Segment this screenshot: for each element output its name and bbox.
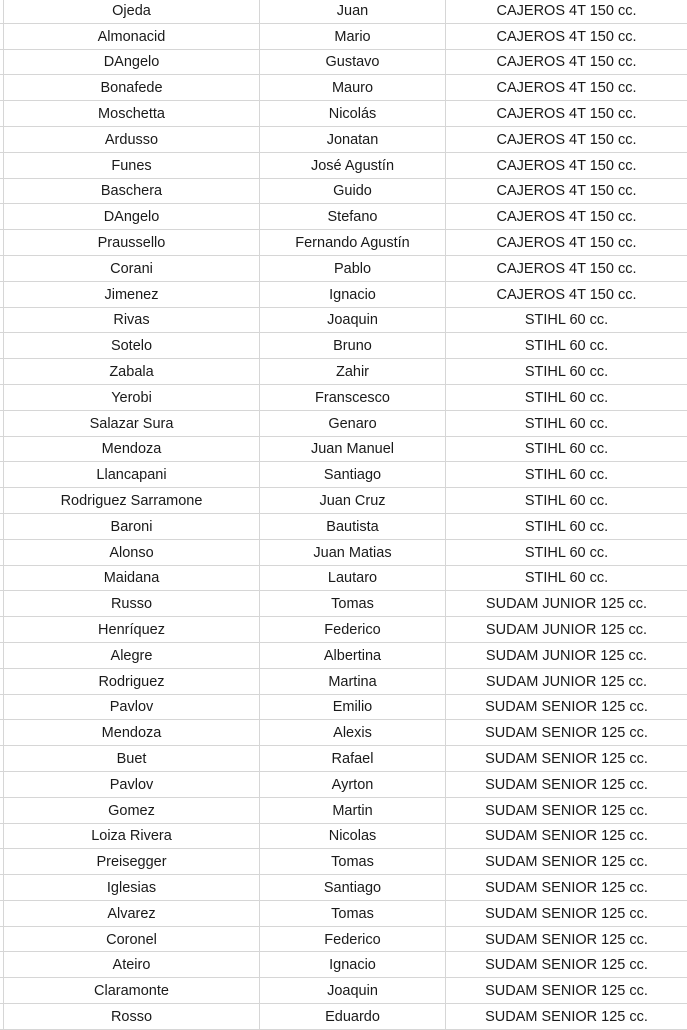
table-row xyxy=(0,411,687,437)
category-cell[interactable]: STIHL 60 cc. xyxy=(524,518,609,535)
first-name-cell[interactable]: Juan xyxy=(260,0,446,23)
table-row xyxy=(0,50,687,76)
surname-cell[interactable]: DAngelo xyxy=(4,204,260,229)
first-name-cell[interactable]: Fernando Agustín xyxy=(260,230,446,255)
table-row xyxy=(0,385,687,411)
surname-cell[interactable]: Praussello xyxy=(4,230,260,255)
first-name-cell[interactable]: Mario xyxy=(260,24,446,49)
first-name-cell[interactable]: Juan Matias xyxy=(260,540,446,565)
surname-cell[interactable]: Ardusso xyxy=(4,127,260,152)
surname-cell[interactable]: DAngelo xyxy=(4,50,260,75)
category-cell[interactable]: SUDAM JUNIOR 125 cc. xyxy=(485,673,648,690)
first-name-cell[interactable]: Stefano xyxy=(260,204,446,229)
category-cell[interactable]: CAJEROS 4T 150 cc. xyxy=(496,80,637,97)
first-name-cell[interactable]: José Agustín xyxy=(260,153,446,178)
first-name-cell[interactable]: Albertina xyxy=(260,643,446,668)
surname-cell[interactable]: Mendoza xyxy=(4,720,260,745)
table-row xyxy=(0,0,687,24)
table-row xyxy=(0,540,687,566)
surname-cell[interactable]: Funes xyxy=(4,153,260,178)
category-cell[interactable]: CAJEROS 4T 150 cc. xyxy=(496,54,637,71)
category-cell[interactable]: STIHL 60 cc. xyxy=(524,312,609,329)
first-name-cell[interactable]: Bautista xyxy=(260,514,446,539)
table-row xyxy=(0,720,687,746)
table-row xyxy=(0,333,687,359)
category-cell[interactable]: SUDAM JUNIOR 125 cc. xyxy=(485,647,648,664)
category-cell[interactable]: STIHL 60 cc. xyxy=(524,364,609,381)
category-cell[interactable]: SUDAM SENIOR 125 cc. xyxy=(485,905,648,922)
category-cell[interactable]: CAJEROS 4T 150 cc. xyxy=(496,286,637,303)
surname-cell[interactable]: Rosso xyxy=(4,1004,260,1029)
category-cell[interactable]: STIHL 60 cc. xyxy=(524,338,609,355)
table-row xyxy=(0,952,687,978)
surname-cell[interactable]: Alonso xyxy=(4,540,260,565)
surname-cell[interactable]: Coronel xyxy=(4,927,260,952)
surname-cell[interactable]: Iglesias xyxy=(4,875,260,900)
surname-cell[interactable]: Corani xyxy=(4,256,260,281)
first-name-cell[interactable]: Ignacio xyxy=(260,282,446,307)
table-row xyxy=(0,514,687,540)
surname-cell[interactable]: Almonacid xyxy=(4,24,260,49)
first-name-cell[interactable]: Guido xyxy=(260,179,446,204)
category-cell[interactable]: SUDAM SENIOR 125 cc. xyxy=(485,931,648,948)
category-cell[interactable]: CAJEROS 4T 150 cc. xyxy=(496,157,637,174)
category-cell[interactable]: CAJEROS 4T 150 cc. xyxy=(496,260,637,277)
category-cell[interactable]: CAJEROS 4T 150 cc. xyxy=(496,131,637,148)
first-name-cell[interactable]: Genaro xyxy=(260,411,446,436)
category-cell[interactable]: STIHL 60 cc. xyxy=(524,570,609,587)
category-cell[interactable]: SUDAM SENIOR 125 cc. xyxy=(485,957,648,974)
first-name-cell[interactable]: Gustavo xyxy=(260,50,446,75)
first-name-cell[interactable]: Federico xyxy=(260,927,446,952)
category-cell[interactable]: STIHL 60 cc. xyxy=(524,441,609,458)
surname-cell[interactable]: Salazar Sura xyxy=(4,411,260,436)
first-name-cell[interactable]: Ignacio xyxy=(260,952,446,977)
category-cell[interactable]: SUDAM JUNIOR 125 cc. xyxy=(485,622,648,639)
category-cell[interactable]: SUDAM SENIOR 125 cc. xyxy=(485,751,648,767)
table-row xyxy=(0,798,687,824)
category-cell[interactable]: STIHL 60 cc. xyxy=(524,415,609,432)
first-name-cell[interactable]: Ayrton xyxy=(260,772,446,797)
first-name-cell[interactable]: Juan Cruz xyxy=(260,488,446,513)
table-row xyxy=(0,462,687,488)
first-name-cell[interactable]: Zahir xyxy=(260,359,446,384)
table-row xyxy=(0,772,687,798)
surname-cell[interactable]: Bonafede xyxy=(4,75,260,100)
category-cell[interactable]: SUDAM SENIOR 125 cc. xyxy=(485,776,648,793)
category-cell[interactable]: SUDAM SENIOR 125 cc. xyxy=(485,699,648,716)
surname-cell[interactable]: Llancapani xyxy=(4,462,260,487)
table-row xyxy=(0,1004,687,1030)
first-name-cell[interactable]: Joaquin xyxy=(260,978,446,1003)
table-row xyxy=(0,359,687,385)
first-name-cell[interactable]: Tomas xyxy=(260,849,446,874)
category-cell[interactable]: CAJEROS 4T 150 cc. xyxy=(496,183,637,200)
table-row xyxy=(0,230,687,256)
first-name-cell[interactable]: Martin xyxy=(260,798,446,823)
surname-cell[interactable]: Ateiro xyxy=(4,952,260,977)
category-cell[interactable]: SUDAM SENIOR 125 cc. xyxy=(485,725,648,742)
table-row xyxy=(0,695,687,721)
first-name-cell[interactable]: Mauro xyxy=(260,75,446,100)
category-cell[interactable]: STIHL 60 cc. xyxy=(524,493,609,510)
category-cell[interactable]: SUDAM SENIOR 125 cc. xyxy=(485,828,648,845)
surname-cell[interactable]: Alvarez xyxy=(4,901,260,926)
table-row xyxy=(0,566,687,592)
first-name-cell[interactable]: Nicolas xyxy=(260,824,446,849)
table-row xyxy=(0,927,687,953)
first-name-cell[interactable]: Santiago xyxy=(260,462,446,487)
table-row xyxy=(0,308,687,334)
table-row xyxy=(0,978,687,1004)
category-cell[interactable]: CAJEROS 4T 150 cc. xyxy=(496,106,637,123)
category-cell[interactable]: SUDAM SENIOR 125 cc. xyxy=(485,802,648,819)
category-cell[interactable]: STIHL 60 cc. xyxy=(524,467,609,484)
first-name-cell[interactable]: Emilio xyxy=(260,695,446,720)
surname-cell[interactable]: Rodriguez Sarramone xyxy=(4,488,260,513)
surname-cell[interactable]: Loiza Rivera xyxy=(4,824,260,849)
table-row xyxy=(0,617,687,643)
first-name-cell[interactable]: Juan Manuel xyxy=(260,437,446,462)
category-cell[interactable]: SUDAM SENIOR 125 cc. xyxy=(485,983,648,1000)
surname-cell[interactable]: Sotelo xyxy=(4,333,260,358)
first-name-cell[interactable]: Alexis xyxy=(260,720,446,745)
first-name-cell[interactable]: Eduardo xyxy=(260,1004,446,1029)
surname-cell[interactable]: Yerobi xyxy=(4,385,260,410)
surname-cell[interactable]: Gomez xyxy=(4,798,260,823)
surname-cell[interactable]: Rivas xyxy=(4,308,260,333)
table-row xyxy=(0,824,687,850)
table-row xyxy=(0,75,687,101)
surname-cell[interactable]: Maidana xyxy=(4,566,260,591)
surname-cell[interactable]: Alegre xyxy=(4,643,260,668)
first-name-cell[interactable]: Pablo xyxy=(260,256,446,281)
first-name-cell[interactable]: Martina xyxy=(260,669,446,694)
surname-cell[interactable]: Buet xyxy=(4,746,260,771)
surname-cell[interactable]: Henríquez xyxy=(4,617,260,642)
first-name-cell[interactable]: Santiago xyxy=(260,875,446,900)
category-cell[interactable]: SUDAM SENIOR 125 cc. xyxy=(485,879,648,896)
table-row xyxy=(0,179,687,205)
surname-cell[interactable]: Zabala xyxy=(4,359,260,384)
surname-cell[interactable]: Preisegger xyxy=(4,849,260,874)
first-name-cell[interactable]: Federico xyxy=(260,617,446,642)
category-cell[interactable]: CAJEROS 4T 150 cc. xyxy=(496,28,637,45)
table-row xyxy=(0,875,687,901)
table-row xyxy=(0,256,687,282)
category-cell[interactable]: CAJEROS 4T 150 cc. xyxy=(496,2,637,19)
table-row xyxy=(0,591,687,617)
surname-cell[interactable]: Russo xyxy=(4,591,260,616)
table-row xyxy=(0,901,687,927)
first-name-cell[interactable]: Bruno xyxy=(260,333,446,358)
table-row xyxy=(0,101,687,127)
table-row xyxy=(0,127,687,153)
first-name-cell[interactable]: Joaquin xyxy=(260,308,446,333)
first-name-cell[interactable]: Tomas xyxy=(260,591,446,616)
category-cell[interactable]: SUDAM SENIOR 125 cc. xyxy=(485,1008,648,1025)
table-row xyxy=(0,437,687,463)
table-row xyxy=(0,153,687,179)
surname-cell[interactable]: Mendoza xyxy=(4,437,260,462)
surname-cell[interactable]: Jimenez xyxy=(4,282,260,307)
table-row xyxy=(0,282,687,308)
table-row xyxy=(0,849,687,875)
table-row xyxy=(0,643,687,669)
first-name-cell[interactable]: Lautaro xyxy=(260,566,446,591)
surname-cell[interactable]: Baroni xyxy=(4,514,260,539)
first-name-cell[interactable]: Nicolás xyxy=(260,101,446,126)
first-name-cell[interactable]: Franscesco xyxy=(260,385,446,410)
surname-cell[interactable]: Baschera xyxy=(4,179,260,204)
table-row xyxy=(0,24,687,50)
category-cell[interactable]: SUDAM JUNIOR 125 cc. xyxy=(485,596,648,613)
surname-cell[interactable]: Moschetta xyxy=(4,101,260,126)
table-row xyxy=(0,204,687,230)
surname-cell[interactable]: Ojeda xyxy=(4,0,260,23)
first-name-cell[interactable]: Tomas xyxy=(260,901,446,926)
table-row xyxy=(0,669,687,695)
table-row xyxy=(0,488,687,514)
surname-cell[interactable]: Claramonte xyxy=(4,978,260,1003)
first-name-cell[interactable]: Jonatan xyxy=(260,127,446,152)
category-cell[interactable]: CAJEROS 4T 150 cc. xyxy=(496,209,637,226)
surname-cell[interactable]: Pavlov xyxy=(4,772,260,797)
surname-cell[interactable]: Pavlov xyxy=(4,695,260,720)
first-name-cell[interactable]: Rafael xyxy=(260,746,446,771)
category-cell[interactable]: SUDAM SENIOR 125 cc. xyxy=(485,854,648,871)
table-row xyxy=(0,746,687,772)
category-cell[interactable]: CAJEROS 4T 150 cc. xyxy=(496,235,637,252)
category-cell[interactable]: STIHL 60 cc. xyxy=(524,544,609,561)
category-cell[interactable]: STIHL 60 cc. xyxy=(524,389,609,406)
surname-cell[interactable]: Rodriguez xyxy=(4,669,260,694)
